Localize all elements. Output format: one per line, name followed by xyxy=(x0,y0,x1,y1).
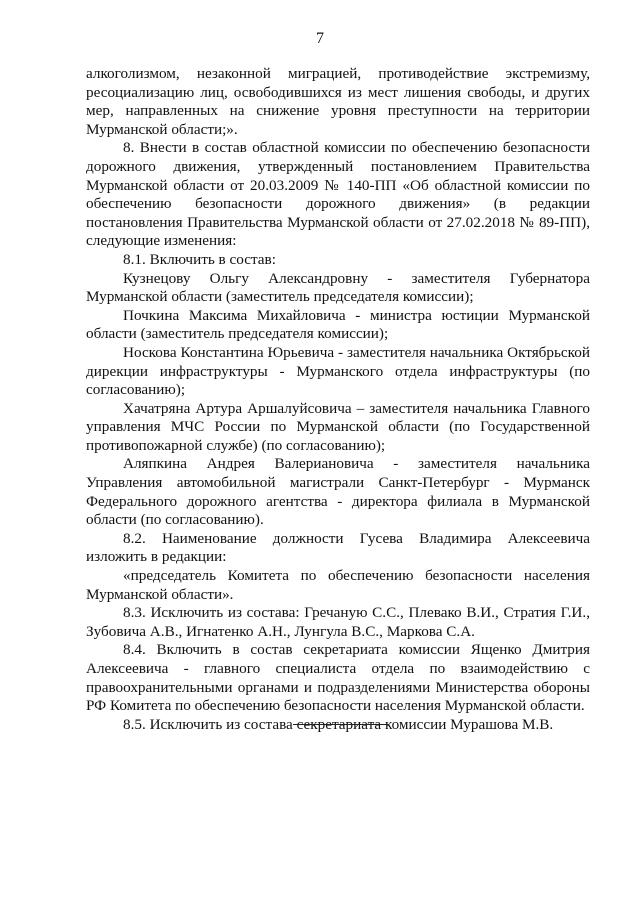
paragraph-item-8-3: 8.3. Исключить из состава: Гречаную С.С., Плевако В.И., Стратия Г.И., Зубовича А.В., Игнатенко А.Н., Лунгула В.С., Маркова С.А. xyxy=(86,604,590,640)
paragraph-member-khachatryan: Хачатряна Артура Аршалуйсовича – заместителя начальника Главного управления МЧС России по Мурманской области (по Государственной противопожарной службе) (по согласованию); xyxy=(86,399,590,454)
paragraph-new-title: «председатель Комитета по обеспечению безопасности населения Мурманской области». xyxy=(86,567,590,603)
paragraph-member-noskov: Носкова Константина Юрьевича - заместителя начальника Октябрьской дирекции инфраструктуры - Мурманского отдела инфраструктуры (по согласованию); xyxy=(86,343,590,399)
paragraph-continuation: алкоголизмом, незаконной миграцией, противодействие экстремизму, ресоциализацию лиц, освободившихся из мест лишения свободы, и других мер, направленных на снижение уровня преступности на территории Мурманской области;». xyxy=(86,65,590,138)
paragraph-item-8-5: 8.5. Исключить из состава секретариата комиссии Мурашова М.В. xyxy=(123,715,554,733)
paragraph-item-8-4: 8.4. Включить в состав секретариата комиссии Ященко Дмитрия Алексеевича - главного специалиста отдела по взаимодействию с правоохранительными органами и подразделениями Министерства обороны РФ Комитета по обеспечению безопасности населения Мурманской области. xyxy=(86,641,590,715)
paragraph-member-alyapkin: Аляпкина Андрея Валериановича - заместителя начальника Управления автомобильной магистрали Санкт-Петербург - Мурманск Федерального дорожного агентства - директора филиала в Мурманской области (по согласованию). xyxy=(86,455,590,529)
end-separator-line xyxy=(293,724,389,725)
paragraph-member-kuznetsova: Кузнецову Ольгу Александровну - заместителя Губернатора Мурманской области (заместитель председателя комиссии); xyxy=(86,269,590,306)
paragraph-member-pochkin: Почкина Максима Михайловича - министра юстиции Мурманской области (заместитель председателя комиссии); xyxy=(86,306,590,343)
paragraph-item-8-1: 8.1. Включить в состав: xyxy=(123,250,276,268)
document-body xyxy=(86,65,590,734)
paragraph-item-8: 8. Внести в состав областной комиссии по обеспечению безопасности дорожного движения, утвержденный постановлением Правительства Мурманской области от 20.03.2009 № 140-ПП «Об областной комиссии по обеспечению безопасности дорожного движения» (в редакции постановления Правительства Мурманской области от 27.02.2018 № 89-ПП), следующие изменения: xyxy=(86,139,590,250)
page-number: 7 xyxy=(316,30,324,47)
paragraph-item-8-2: 8.2. Наименование должности Гусева Владимира Алексеевича изложить в редакции: xyxy=(86,529,590,566)
